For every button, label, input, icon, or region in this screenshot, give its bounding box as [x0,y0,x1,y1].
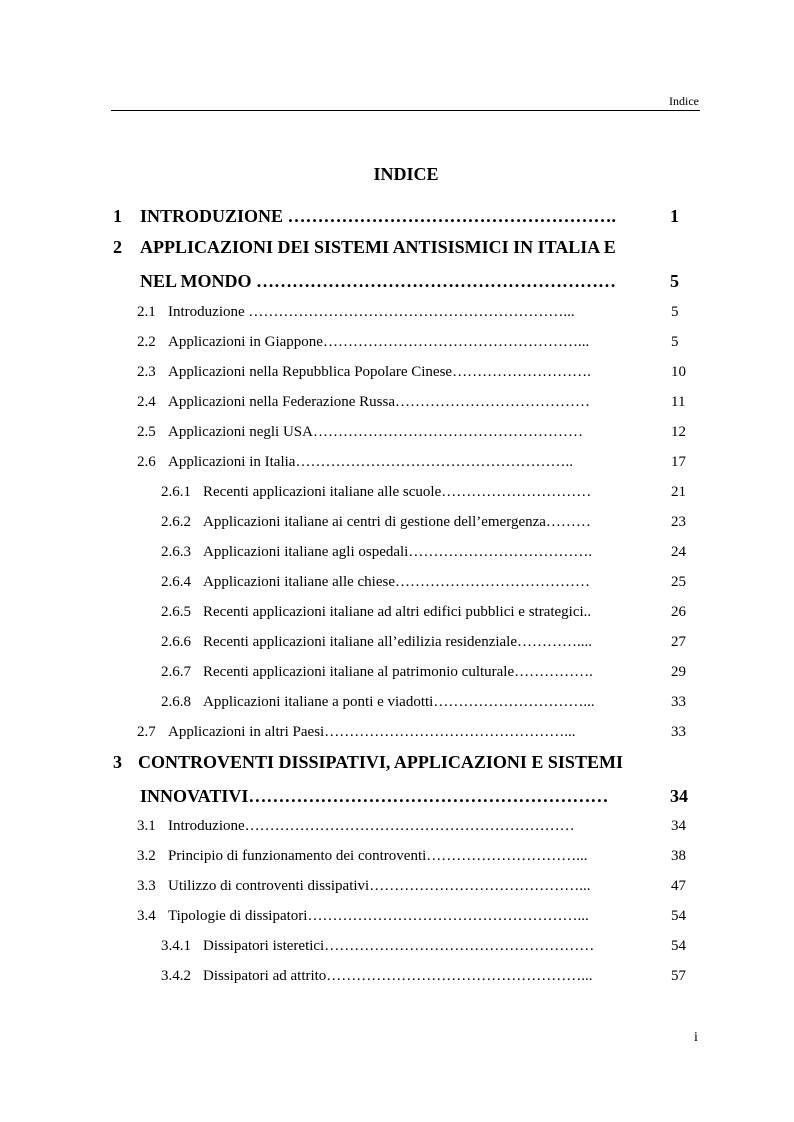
toc-entry-subsection[interactable] [161,664,686,681]
toc-entry-page: 1 [670,206,679,226]
toc-entry-page: 25 [671,574,686,590]
toc-entry-number: 2.6.8 [161,694,191,710]
toc-entry-title: Recenti applicazioni italiane al patrimonio culturale……………. [203,664,593,680]
toc-entry-title: Dissipatori isteretici……………………………………………… [203,938,595,954]
toc-entry-number: 2.6 [137,454,156,470]
toc-entry-title: Applicazioni in altri Paesi…………………………………………... [168,724,576,740]
toc-entry-page: 34 [671,818,686,834]
toc-entry-number: 2.6.2 [161,514,191,530]
toc-entry-subsection[interactable] [161,544,686,561]
toc-entry-title: Tipologie di dissipatori………………………………………………... [168,908,589,924]
toc-entry-page: 33 [671,694,686,710]
toc-entry-title: Applicazioni in Giappone……………………………………………... [168,334,590,350]
toc-entry-page: 34 [670,786,688,806]
toc-entry-number: 3.2 [137,848,156,864]
toc-entry-title: Applicazioni negli USA……………………………………………… [168,424,583,440]
toc-entry-page: 57 [671,968,686,984]
toc-entry-section[interactable] [137,818,686,835]
toc-entry-subsection[interactable] [161,514,686,531]
toc-entry-title: Recenti applicazioni italiane all’edilizia residenziale………….... [203,634,593,650]
toc-entry-page: 24 [671,544,686,560]
toc-entry-section[interactable] [137,364,686,381]
toc-entry-chapter-1[interactable] [113,206,679,227]
toc-entry-chapter-2[interactable] [113,237,616,258]
toc-entry-page: 11 [671,394,686,410]
toc-entry-section[interactable] [137,848,686,865]
page-number: i [694,1030,698,1045]
toc-entry-page: 10 [671,364,686,380]
toc-entry-page: 33 [671,724,686,740]
toc-entry-title: INNOVATIVI…………………………………………………… [140,786,609,806]
toc-entry-number: 3 [113,752,122,772]
toc-entry-page: 12 [671,424,686,440]
toc-entry-title: Applicazioni nella Federazione Russa………………………………… [168,394,591,410]
toc-entry-number: 2.6.5 [161,604,191,620]
toc-entry-section[interactable] [137,724,686,741]
toc-entry-number: 3.1 [137,818,156,834]
toc-entry-number: 2.1 [137,304,156,320]
toc-entry-page: 23 [671,514,686,530]
toc-entry-subsection[interactable] [161,604,686,621]
toc-entry-number: 2.6.3 [161,544,191,560]
toc-entry-section[interactable] [137,424,686,441]
toc-entry-number: 2.4 [137,394,156,410]
toc-entry-title: Recenti applicazioni italiane ad altri edifici pubblici e strategici.. [203,604,592,620]
toc-entry-number: 2.6.4 [161,574,191,590]
toc-entry-section[interactable] [137,334,679,351]
toc-entry-page: 26 [671,604,686,620]
toc-entry-title: Utilizzo di controventi dissipativi……………………………………... [168,878,591,894]
toc-entry-subsection[interactable] [161,484,686,501]
toc-entry-number: 2.7 [137,724,156,740]
toc-entry-number: 2.6.1 [161,484,191,500]
toc-entry-section[interactable] [137,394,686,411]
toc-entry-subsection[interactable] [161,694,686,711]
toc-entry-number: 2.5 [137,424,156,440]
toc-entry-number: 3.4.2 [161,968,191,984]
toc-entry-title: Applicazioni italiane a ponti e viadotti…………………………... [203,694,595,710]
toc-entry-section[interactable] [137,908,686,925]
toc-entry-title: NEL MONDO …………………………………………………… [140,271,617,291]
toc-entry-page: 38 [671,848,686,864]
toc-entry-title: INTRODUZIONE ………………………………………………. [140,206,617,226]
page-title: INDICE [373,164,439,184]
toc-entry-title: Applicazioni italiane ai centri di gestione dell’emergenza……… [203,514,591,530]
toc-entry-page: 5 [671,304,679,320]
toc-entry-title: Applicazioni in Italia……………………………………………….. [168,454,573,470]
toc-entry-page: 47 [671,878,686,894]
toc-entry-subsection[interactable] [161,938,686,955]
toc-entry-section[interactable] [137,304,679,321]
toc-entry-subsection[interactable] [161,634,686,651]
toc-entry-page: 21 [671,484,686,500]
toc-entry-number: 2.2 [137,334,156,350]
toc-entry-page: 5 [671,334,679,350]
toc-entry-page: 54 [671,938,686,954]
toc-entry-chapter-2-continued[interactable] [140,271,679,292]
toc-entry-title: APPLICAZIONI DEI SISTEMI ANTISISMICI IN ITALIA E [140,237,616,257]
toc-entry-chapter-3-continued[interactable] [140,786,688,807]
running-header: Indice [669,94,699,108]
toc-entry-number: 2.6.7 [161,664,191,680]
toc-entry-number: 3.3 [137,878,156,894]
toc-entry-number: 1 [113,206,122,226]
toc-entry-number: 2 [113,237,122,257]
toc-entry-section[interactable] [137,454,686,471]
toc-entry-page: 29 [671,664,686,680]
toc-entry-page: 5 [670,271,679,291]
toc-entry-number: 3.4.1 [161,938,191,954]
toc-entry-subsection[interactable] [161,574,686,591]
toc-entry-title: Recenti applicazioni italiane alle scuole………………………… [203,484,592,500]
toc-entry-number: 2.3 [137,364,156,380]
toc-entry-page: 27 [671,634,686,650]
toc-entry-title: Applicazioni italiane agli ospedali………………………………. [203,544,593,560]
toc-entry-title: Introduzione ………………………………………………………... [168,304,575,320]
toc-entry-number: 2.6.6 [161,634,191,650]
toc-entry-title: Applicazioni italiane alle chiese………………………………… [203,574,590,590]
toc-entry-title: Applicazioni nella Repubblica Popolare Cinese………………………. [168,364,591,380]
toc-entry-number: 3.4 [137,908,156,924]
toc-entry-title: Introduzione………………………………………………………… [168,818,575,834]
toc-entry-section[interactable] [137,878,686,895]
toc-entry-title: Principio di funzionamento dei controventi…………………………... [168,848,588,864]
toc-entry-subsection[interactable] [161,968,686,985]
toc-entry-title: CONTROVENTI DISSIPATIVI, APPLICAZIONI E SISTEMI [138,752,623,772]
toc-entry-chapter-3[interactable] [113,752,623,773]
toc-entry-page: 17 [671,454,686,470]
toc-entry-title: Dissipatori ad attrito……………………………………………... [203,968,593,984]
toc-entry-page: 54 [671,908,686,924]
